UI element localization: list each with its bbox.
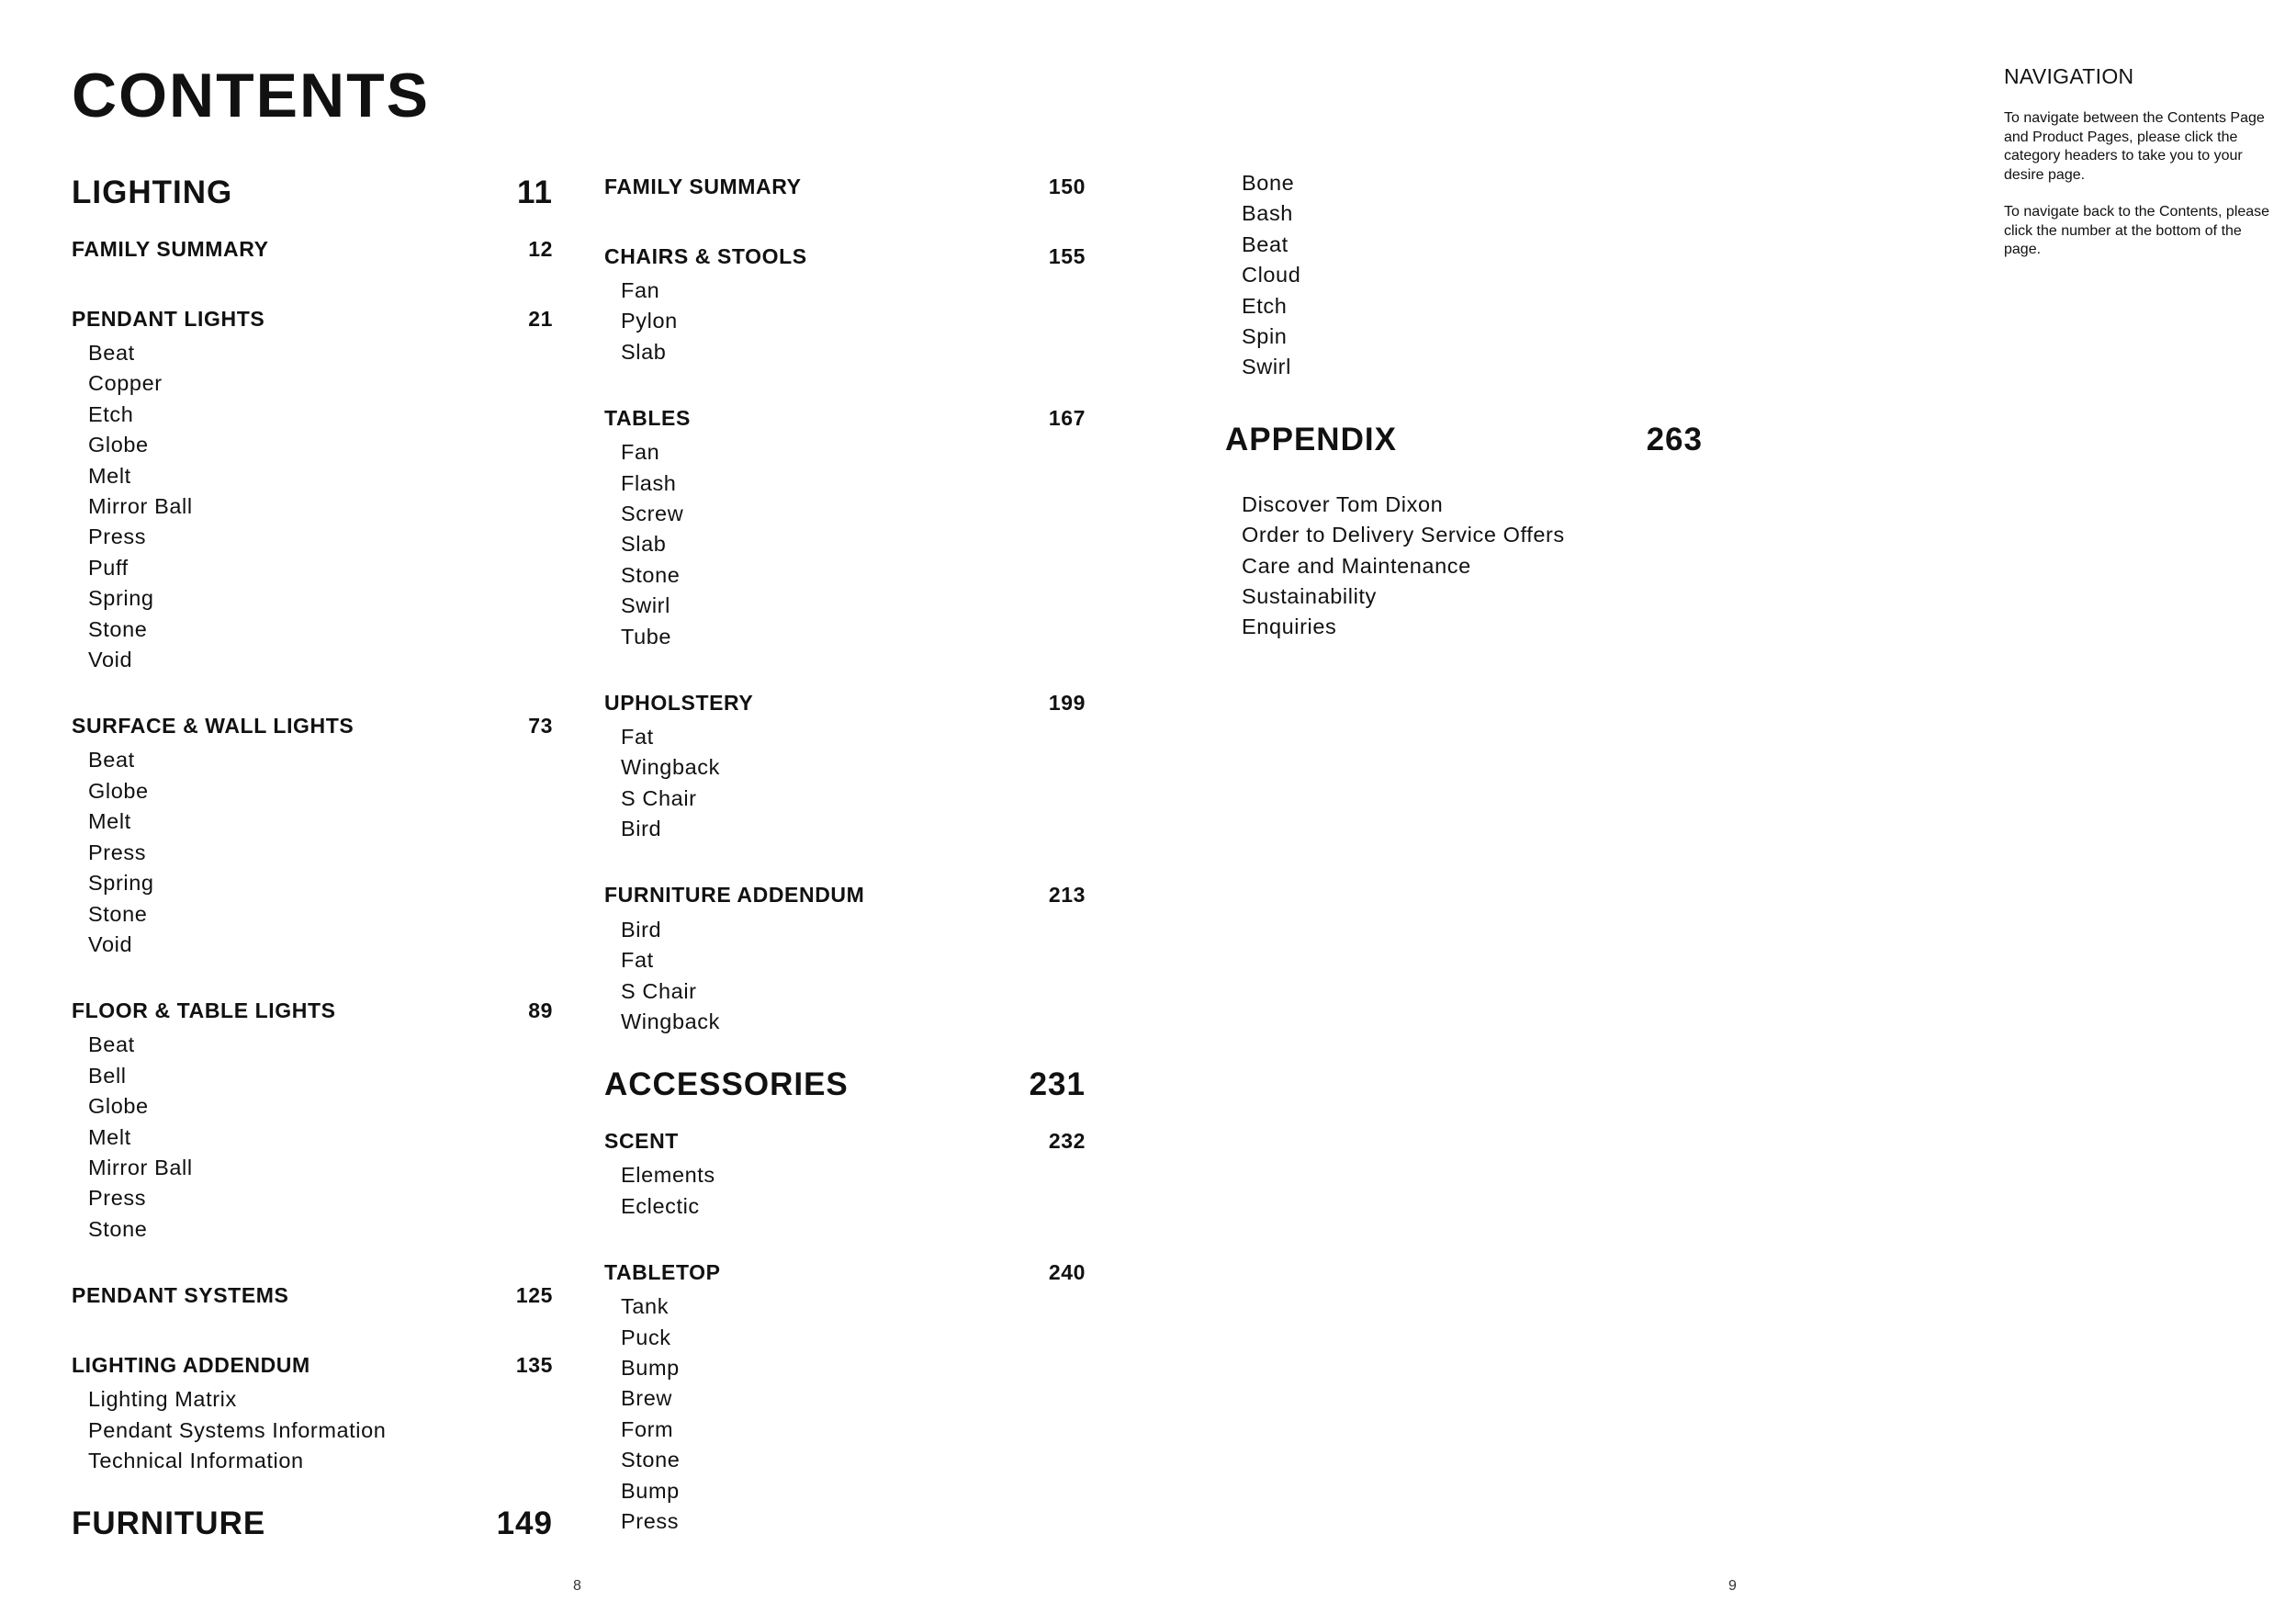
section-header-pendant-systems[interactable] xyxy=(72,1276,553,1314)
entry-page-number: 21 xyxy=(528,306,553,331)
list-item: Care and Maintenance xyxy=(1242,553,1471,578)
section-header-family-summary[interactable] xyxy=(72,230,553,268)
section-header-lighting-addendum[interactable] xyxy=(72,1346,553,1384)
list-item: Press xyxy=(88,524,147,549)
entry-page-number: 167 xyxy=(1048,405,1086,430)
list-item: Puck xyxy=(621,1325,671,1349)
section-header-furniture-addendum[interactable] xyxy=(604,876,1086,915)
section-header-chairs-and-stools[interactable] xyxy=(604,237,1086,276)
list-item: Void xyxy=(88,648,133,672)
section-header-surface-and-wall-lights[interactable] xyxy=(72,706,553,745)
list-item: Bash xyxy=(1242,201,1293,226)
list-item: Void xyxy=(88,931,133,956)
list-item: Press xyxy=(621,1508,680,1533)
item-list xyxy=(72,1030,553,1245)
list-item: Press xyxy=(88,840,147,864)
spacer xyxy=(604,1222,1086,1253)
section-header-family-summary[interactable] xyxy=(604,167,1086,206)
list-item: Bump xyxy=(621,1355,680,1380)
entry-label: CHAIRS & STOOLS xyxy=(604,243,807,268)
spacer xyxy=(604,206,1086,237)
list-item: Beat xyxy=(88,341,135,365)
entry-label: SURFACE & WALL LIGHTS xyxy=(72,713,355,738)
entry-page-number: 11 xyxy=(517,175,553,210)
list-item: Flash xyxy=(621,470,677,495)
list-item: Etch xyxy=(88,401,134,426)
list-item: Enquiries xyxy=(1242,615,1337,639)
list-item: Globe xyxy=(88,1094,149,1119)
list-item: Stone xyxy=(88,901,148,926)
list-item: Beat xyxy=(88,1032,135,1057)
list-item: Spring xyxy=(88,586,154,611)
list-item: Spring xyxy=(88,871,154,896)
entry-label: APPENDIX xyxy=(1225,421,1397,457)
item-list xyxy=(604,915,1086,1038)
section-header-upholstery[interactable] xyxy=(604,683,1086,722)
list-item: Bell xyxy=(88,1063,127,1088)
list-item: Swirl xyxy=(1242,355,1291,379)
contents-column-3 xyxy=(1225,167,1703,643)
page-number-left[interactable]: 8 xyxy=(573,1578,581,1594)
entry-label: FLOOR & TABLE LIGHTS xyxy=(72,998,336,1022)
list-item: Beat xyxy=(88,748,135,773)
section-header-pendant-lights[interactable] xyxy=(72,299,553,338)
entry-page-number: 89 xyxy=(528,998,553,1022)
entry-label: SCENT xyxy=(604,1128,679,1153)
list-item: Puff xyxy=(88,555,129,580)
list-item: S Chair xyxy=(621,978,697,1003)
entry-page-number: 240 xyxy=(1048,1259,1086,1284)
entry-page-number: 150 xyxy=(1048,174,1086,198)
list-item: Technical Information xyxy=(88,1448,304,1472)
entry-label: FAMILY SUMMARY xyxy=(72,236,269,261)
entry-label: TABLES xyxy=(604,405,691,430)
list-item: Spin xyxy=(1242,324,1288,349)
navigation-panel xyxy=(2004,64,2270,278)
list-item: Bird xyxy=(621,917,662,942)
spacer xyxy=(72,1314,553,1346)
list-item: Melt xyxy=(88,463,131,488)
list-item: Stone xyxy=(88,1216,148,1241)
section-header-tables[interactable] xyxy=(604,399,1086,437)
list-item: Etch xyxy=(1242,293,1288,318)
list-item: Tank xyxy=(621,1294,670,1319)
entry-label: LIGHTING xyxy=(72,175,233,210)
contents-column-1 xyxy=(72,167,553,1561)
list-item: Melt xyxy=(88,1124,131,1149)
list-item: Stone xyxy=(88,616,148,641)
list-item: Wingback xyxy=(621,1009,720,1033)
list-item: S Chair xyxy=(621,785,697,810)
list-item: Form xyxy=(621,1416,674,1441)
list-item: Tube xyxy=(621,624,672,648)
contents-column-2 xyxy=(604,167,1086,1537)
list-item: Bird xyxy=(621,817,662,841)
entry-page-number: 199 xyxy=(1048,690,1086,715)
category-header-lighting[interactable] xyxy=(72,167,553,219)
list-item: Cloud xyxy=(1242,263,1301,288)
list-item: Order to Delivery Service Offers xyxy=(1242,523,1565,547)
entry-label: UPHOLSTERY xyxy=(604,690,754,715)
list-item: Copper xyxy=(88,371,163,396)
spacer xyxy=(604,1037,1086,1059)
section-header-tabletop[interactable] xyxy=(604,1253,1086,1291)
spacer xyxy=(72,268,553,299)
entry-page-number: 232 xyxy=(1048,1128,1086,1153)
list-item: Fan xyxy=(621,440,660,465)
list-item: Pendant Systems Information xyxy=(88,1417,387,1442)
section-header-scent[interactable] xyxy=(604,1122,1086,1160)
list-item: Sustainability xyxy=(1242,584,1377,609)
entry-page-number: 263 xyxy=(1646,421,1703,457)
category-header-furniture[interactable] xyxy=(72,1498,553,1550)
entry-page-number: 12 xyxy=(528,236,553,261)
item-list xyxy=(72,745,553,960)
section-header-floor-and-table-lights[interactable] xyxy=(72,991,553,1030)
list-item: Stone xyxy=(621,1448,681,1472)
page-title: CONTENTS xyxy=(72,61,430,130)
spacer xyxy=(72,1476,553,1498)
list-item: Mirror Ball xyxy=(88,1155,193,1179)
spacer xyxy=(72,675,553,706)
entry-label: TABLETOP xyxy=(604,1259,721,1284)
entry-page-number: 135 xyxy=(515,1352,553,1377)
list-item: Mirror Ball xyxy=(88,494,193,519)
entry-page-number: 155 xyxy=(1048,243,1086,268)
list-item: Elements xyxy=(621,1163,715,1188)
entry-label: PENDANT LIGHTS xyxy=(72,306,265,331)
list-item: Swirl xyxy=(621,593,670,618)
entry-label: PENDANT SYSTEMS xyxy=(72,1282,289,1307)
navigation-text-1: To navigate between the Contents Page and Product Pages, please click the category headers to take you to your desire page. xyxy=(2004,110,2265,183)
list-item: Fat xyxy=(621,948,654,973)
item-list xyxy=(72,1384,553,1476)
list-item: Pylon xyxy=(621,309,678,333)
navigation-text-2: To navigate back to the Contents, please click the number at the bottom of the page. xyxy=(2004,204,2270,257)
entry-page-number: 149 xyxy=(496,1506,553,1542)
entry-label: LIGHTING ADDENDUM xyxy=(72,1352,310,1377)
list-item: Bone xyxy=(1242,171,1295,195)
list-item: Globe xyxy=(88,778,149,803)
list-item: Melt xyxy=(88,809,131,834)
list-item: Discover Tom Dixon xyxy=(1242,491,1444,516)
list-item: Bump xyxy=(621,1478,680,1503)
list-item: Press xyxy=(88,1186,147,1211)
spacer xyxy=(1225,383,1703,414)
entry-page-number: 213 xyxy=(1048,883,1086,908)
spacer xyxy=(1225,477,1703,490)
item-list xyxy=(1225,168,1703,383)
spacer xyxy=(604,652,1086,683)
list-item: Fat xyxy=(621,725,654,750)
item-list xyxy=(604,437,1086,652)
item-list xyxy=(604,1160,1086,1222)
entry-label: FAMILY SUMMARY xyxy=(604,174,802,198)
category-header-appendix[interactable] xyxy=(1225,414,1703,466)
item-list xyxy=(604,722,1086,845)
category-header-accessories[interactable] xyxy=(604,1059,1086,1111)
list-item: Stone xyxy=(621,562,681,587)
list-item: Slab xyxy=(621,339,667,364)
item-list xyxy=(604,1291,1086,1537)
list-item: Lighting Matrix xyxy=(88,1387,237,1412)
entry-label: FURNITURE xyxy=(72,1506,266,1542)
entry-label: FURNITURE ADDENDUM xyxy=(604,883,865,908)
spacer xyxy=(604,367,1086,399)
item-list xyxy=(604,276,1086,367)
entry-label: ACCESSORIES xyxy=(604,1066,849,1103)
entry-page-number: 231 xyxy=(1029,1066,1086,1103)
list-item: Slab xyxy=(621,532,667,557)
item-list xyxy=(1225,490,1703,643)
list-item: Brew xyxy=(621,1386,672,1411)
spacer xyxy=(72,1245,553,1276)
entry-page-number: 73 xyxy=(528,713,553,738)
list-item: Globe xyxy=(88,433,149,457)
page-number-right[interactable]: 9 xyxy=(1728,1578,1737,1594)
list-item: Eclectic xyxy=(621,1193,700,1218)
list-item: Wingback xyxy=(621,755,720,780)
list-item: Fan xyxy=(621,278,660,302)
list-item: Screw xyxy=(621,502,684,526)
navigation-title: NAVIGATION xyxy=(2004,64,2134,88)
entry-page-number: 125 xyxy=(515,1282,553,1307)
spacer xyxy=(604,845,1086,876)
spacer xyxy=(72,960,553,991)
item-list xyxy=(72,338,553,675)
list-item: Beat xyxy=(1242,231,1289,256)
